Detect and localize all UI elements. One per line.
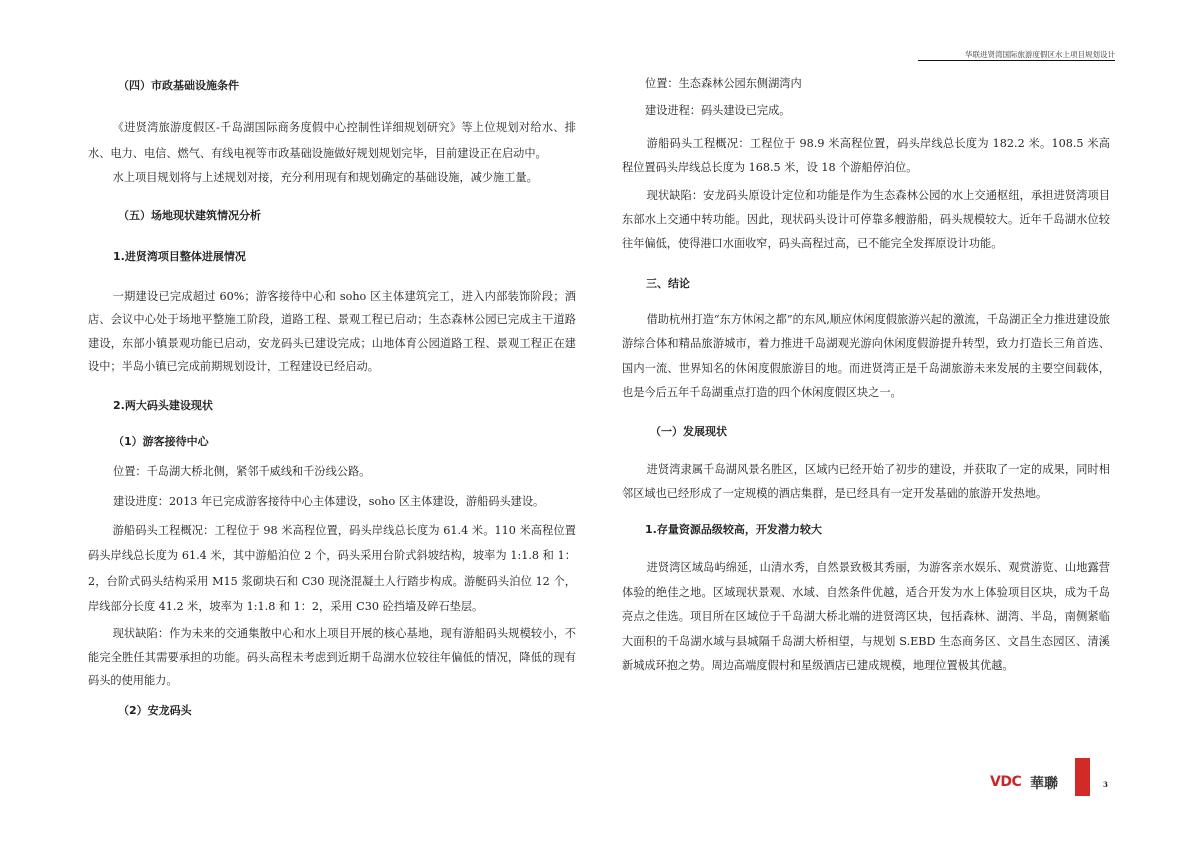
section-heading: 三、结论 — [646, 277, 690, 290]
section-heading: （一）发展现状 — [650, 425, 727, 438]
company-logo: VDC — [990, 774, 1022, 790]
running-header: 华联进贤湾国际旅游度假区水上项目规划设计 — [965, 50, 1115, 59]
section-heading: （四）市政基础设施条件 — [118, 79, 239, 92]
paragraph: 一期建设已完成超过 60%；游客接待中心和 soho 区主体建筑完工，进入内部装饰阶段；酒店、会议中心处于场地平整施工阶段，道路工程、景观工程已启动；生态森林公园已完成主干道路建设，东部小镇景观功能已启动，安龙码头已建设完成；山地体育公园道路工程、景观工程正在建设中；半岛小镇已完成前期规划设计，工程建设已经启动。 — [88, 290, 576, 373]
paragraph: 进贤湾区域岛屿绵延，山清水秀，自然景致极其秀丽，为游客亲水娱乐、观赏游览、山地露营体验的绝佳之地。区域现状景观、水域、自然条件优越，适合开发为水上体验项目区块，成为千岛亮点之佳选。项目所在区域位于千岛湖大桥北端的进贤湾区块，包括森林、湖湾、半岛，南侧紧临大面积的千岛湖水域与县城隔千岛湖大桥相望，与规划 S.EBD 生态商务区、文昌生态园区、清溪新城成环抱之势。周边高端度假村和星级酒店已建成规模，地理位置极其优越。 — [622, 561, 1110, 673]
paragraph: 进贤湾隶属千岛湖风景名胜区，区域内已经开始了初步的建设，并获取了一定的成果，同时相邻区域也已经形成了一定规模的酒店集群，是已经具有一定开发基础的旅游开发热地。 — [622, 463, 1110, 500]
item-heading: （1）游客接待中心 — [113, 435, 209, 448]
paragraph: 借助杭州打造“东方休闲之都”的东风,顺应休闲度假旅游兴起的激流，千岛湖正全力推进建设旅游综合体和精品旅游城市，着力推进千岛湖观光游向休闲度假游提升转型，致力打造长三角首选、国内一流、世界知名的休闲度假旅游目的地。而进贤湾正是千岛湖旅游未来发展的主要空间载体，也是今后五年千岛湖重点打造的四个休闲度假区块之一。 — [622, 313, 1110, 399]
paragraph: 《进贤湾旅游度假区-千岛湖国际商务度假中心控制性详细规划研究》等上位规划对给水、排水、电力、电信、燃气、有线电视等市政基础设施做好规划规划完毕，目前建设正在启动中。 — [88, 121, 576, 160]
paragraph: 建设进程：码头建设已完成。 — [645, 104, 791, 117]
paragraph: 游船码头工程概况：工程位于 98 米高程位置，码头岸线总长度为 61.4 米。110 米高程位置码头岸线总长度为 61.4 米，其中游船泊位 2 个，码头采用台阶式斜坡结构，坡率为 1:1.8 和 1：2，台阶式码头结构采用 M15 浆砌块石和 C30 现浇混凝土人行踏步构成。游艇码头泊位 12 个，岸线部分长度 41.2 米，坡率为 1:1.8 和 1：2，采用 C30 砼挡墙及碎石垫层。 — [88, 524, 576, 613]
paragraph: 位置：千岛湖大桥北侧，紧邻千威线和千汾线公路。 — [113, 465, 371, 478]
item-heading: （2）安龙码头 — [118, 704, 192, 717]
subsection-heading: 1.存量资源品级较高，开发潜力较大 — [645, 523, 822, 536]
paragraph: 现状缺陷：作为未来的交通集散中心和水上项目开展的核心基地，现有游船码头规模较小，不能完全胜任其需要承担的功能。码头高程未考虑到近期千岛湖水位较往年偏低的情况，降低的现有码头的使用能力。 — [88, 627, 576, 687]
company-logo-chinese: 華聯 — [1030, 776, 1058, 792]
paragraph: 水上项目规划将与上述规划对接，充分利用现有和规划确定的基础设施，减少施工量。 — [112, 171, 538, 184]
subsection-heading: 2.两大码头建设现状 — [113, 399, 213, 412]
paragraph: 位置：生态森林公园东侧湖湾内 — [645, 77, 802, 90]
header-divider — [918, 60, 1115, 61]
paragraph: 游船码头工程概况：工程位于 98.9 米高程位置，码头岸线总长度为 182.2 米。108.5 米高程位置码头岸线总长度为 168.5 米，设 18 个游船停泊位。 — [622, 137, 1110, 174]
paragraph: 建设进度：2013 年已完成游客接待中心主体建设，soho 区主体建设，游船码头建设。 — [113, 495, 545, 508]
page-accent-bar — [1075, 758, 1090, 796]
page-number: 3 — [1103, 780, 1108, 789]
paragraph: 现状缺陷：安龙码头原设计定位和功能是作为生态森林公园的水上交通枢纽，承担进贤湾项目东部水上交通中转功能。因此，现状码头设计可停靠多艘游船，码头规模较大。近年千岛湖水位较往年偏低，使得港口水面收窄，码头高程过高，已不能完全发挥原设计功能。 — [622, 189, 1110, 250]
subsection-heading: 1.进贤湾项目整体进展情况 — [113, 250, 246, 263]
section-heading: （五）场地现状建筑情况分析 — [118, 209, 261, 222]
